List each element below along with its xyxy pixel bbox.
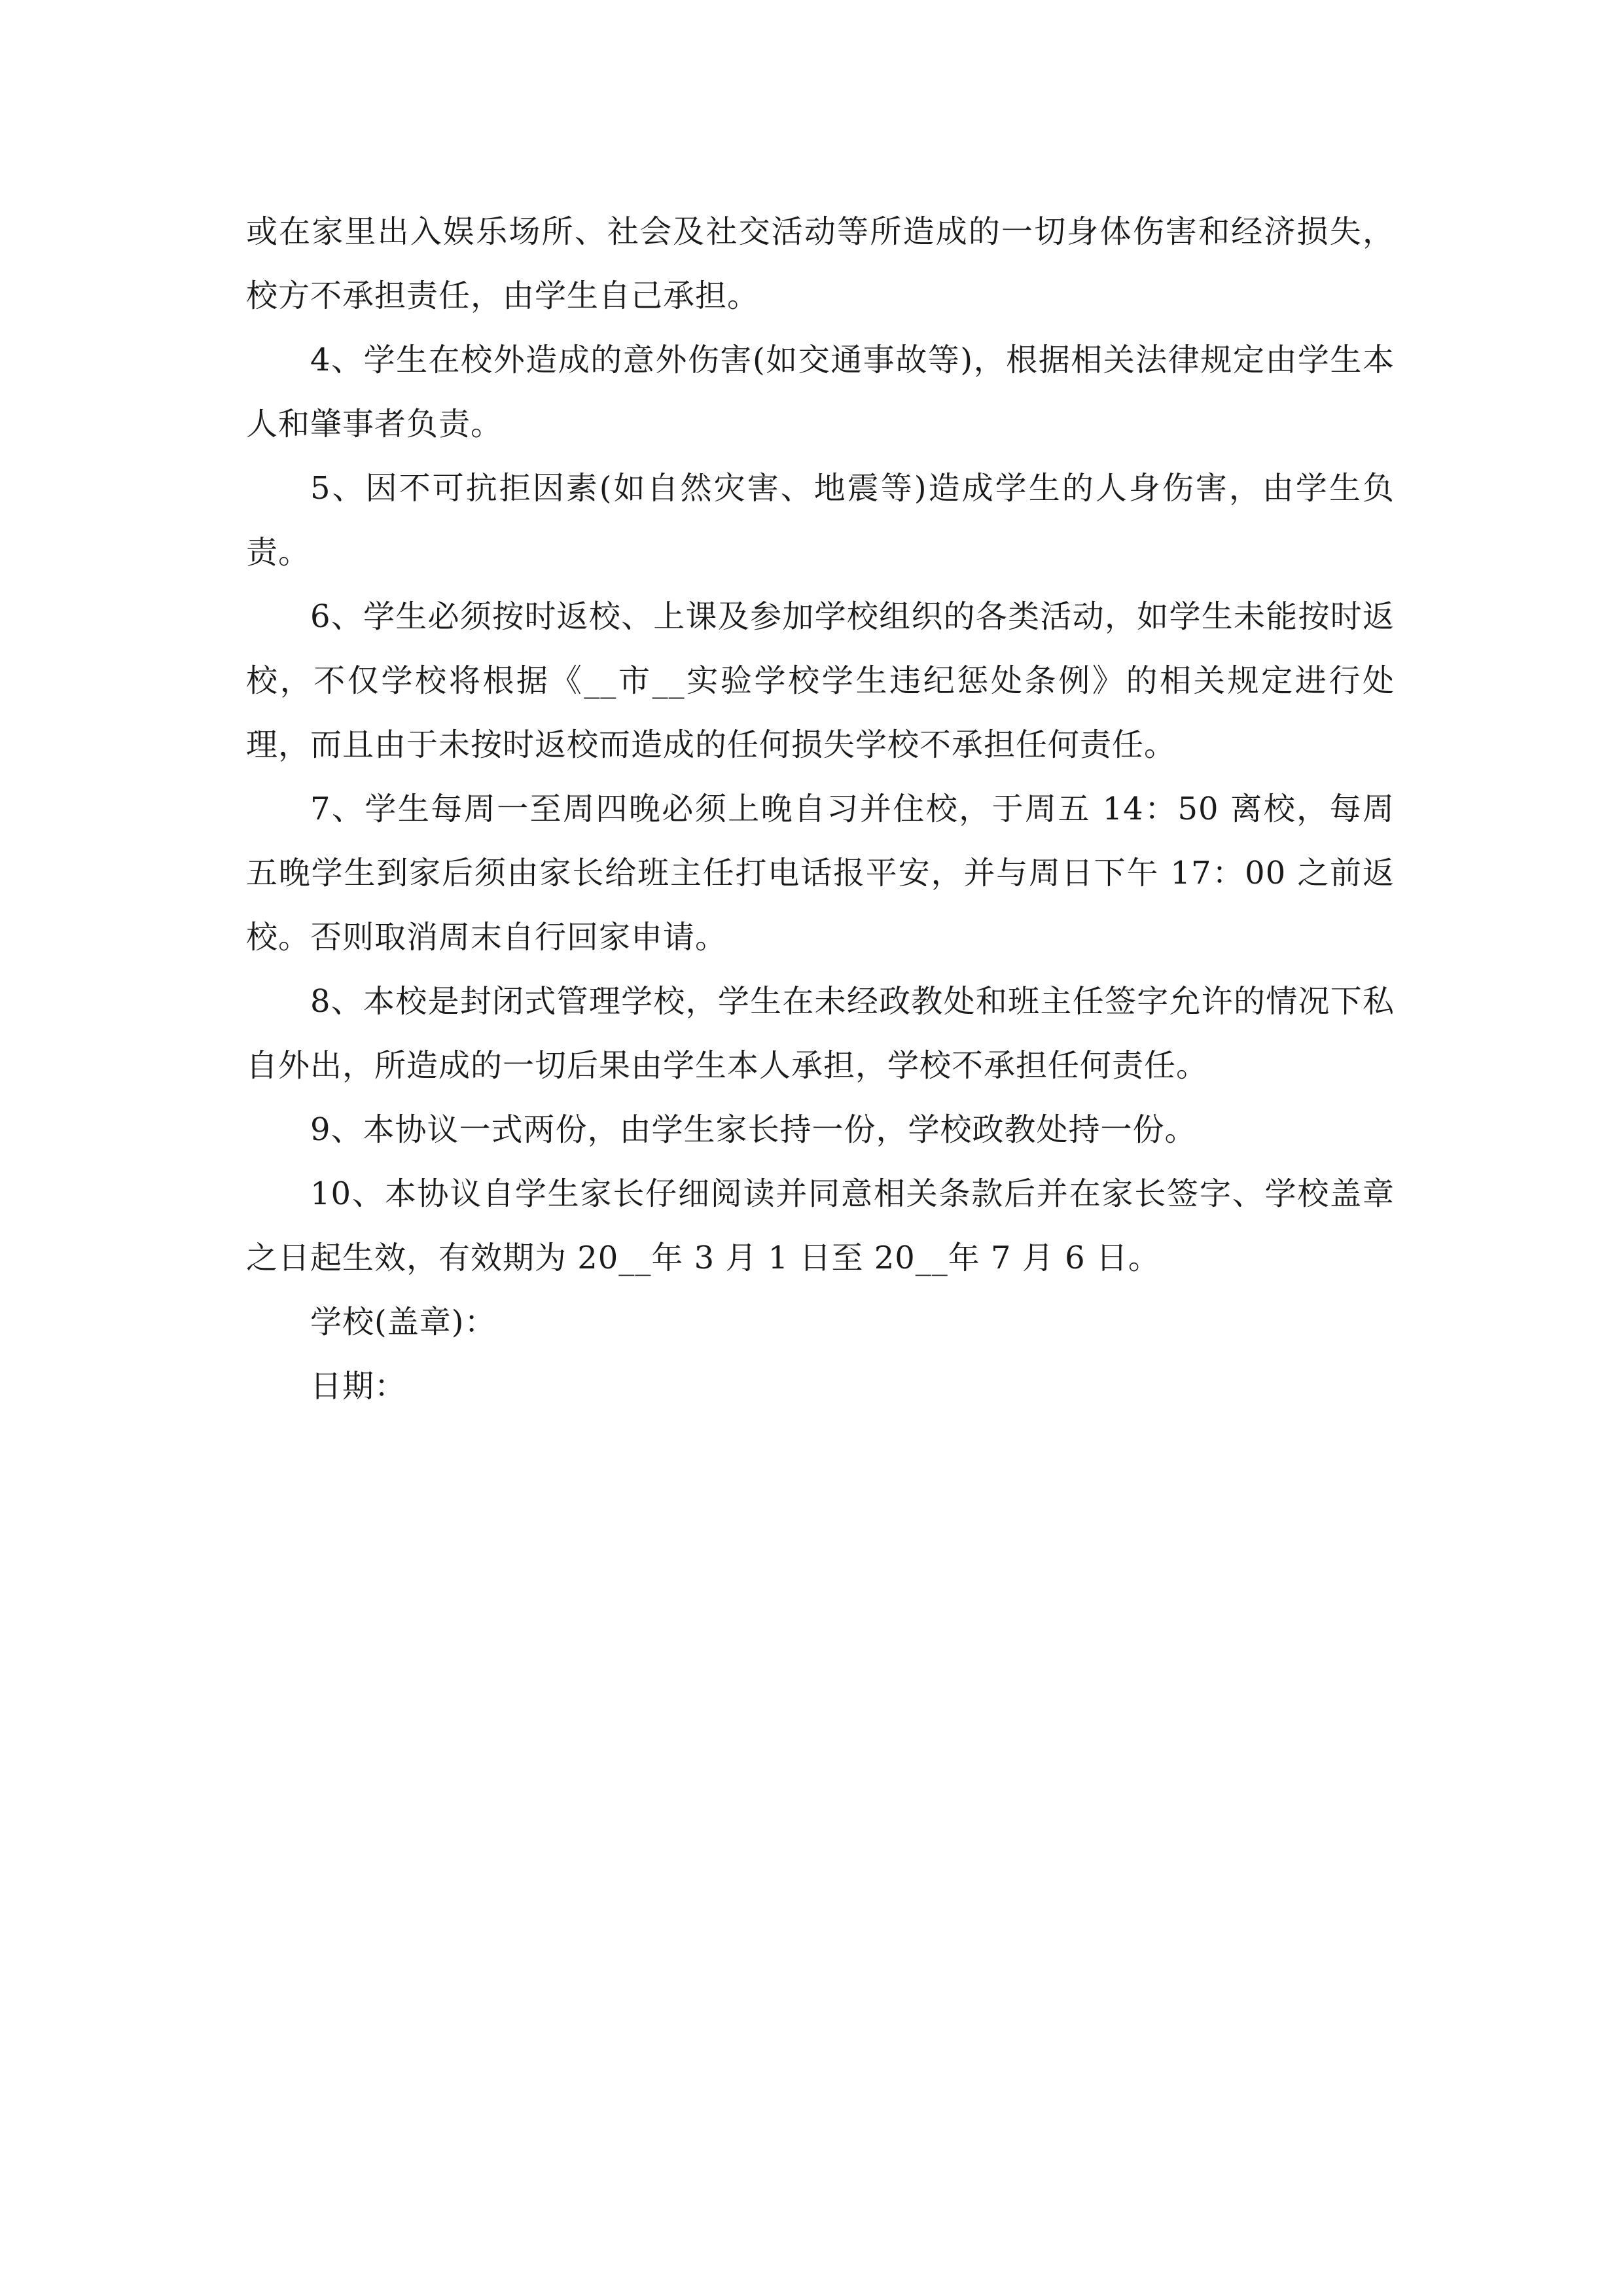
paragraph-continuation: 或在家里出入娱乐场所、社会及社交活动等所造成的一切身体伤害和经济损失，校方不承担责任，由学生自己承担。 [246, 213, 1395, 314]
document-body [246, 200, 1395, 1418]
school-seal-label: 学校(盖章)： [310, 1304, 497, 1340]
clause-7: 7、学生每周一至周四晚必须上晚自习并住校，于周五 14：50 离校，每周五晚学生到家后须由家长给班主任打电话报平安，并与周日下午 17：00 之前返校。否则取消周末自行回家申请。 [246, 791, 1395, 956]
clause-4: 4、学生在校外造成的意外伤害(如交通事故等)，根据相关法律规定由学生本人和肇事者负责。 [246, 342, 1395, 442]
date-label: 日期： [310, 1368, 407, 1405]
clause-9: 9、本协议一式两份，由学生家长持一份，学校政教处持一份。 [310, 1111, 1197, 1148]
clause-6: 6、学生必须按时返校、上课及参加学校组织的各类活动，如学生未能按时返校，不仅学校将根据《__市__实验学校学生违纪惩处条例》的相关规定进行处理，而且由于未按时返校而造成的任何损失学校不承担任何责任。 [246, 598, 1395, 763]
clause-10: 10、本协议自学生家长仔细阅读并同意相关条款后并在家长签字、学校盖章之日起生效，有效期为 20__年 3 月 1 日至 20__年 7 月 6 日。 [246, 1175, 1395, 1276]
clause-8: 8、本校是封闭式管理学校，学生在未经政教处和班主任签字允许的情况下私自外出，所造成的一切后果由学生本人承担，学校不承担任何责任。 [246, 983, 1395, 1084]
clause-5: 5、因不可抗拒因素(如自然灾害、地震等)造成学生的人身伤害，由学生负责。 [246, 470, 1395, 571]
